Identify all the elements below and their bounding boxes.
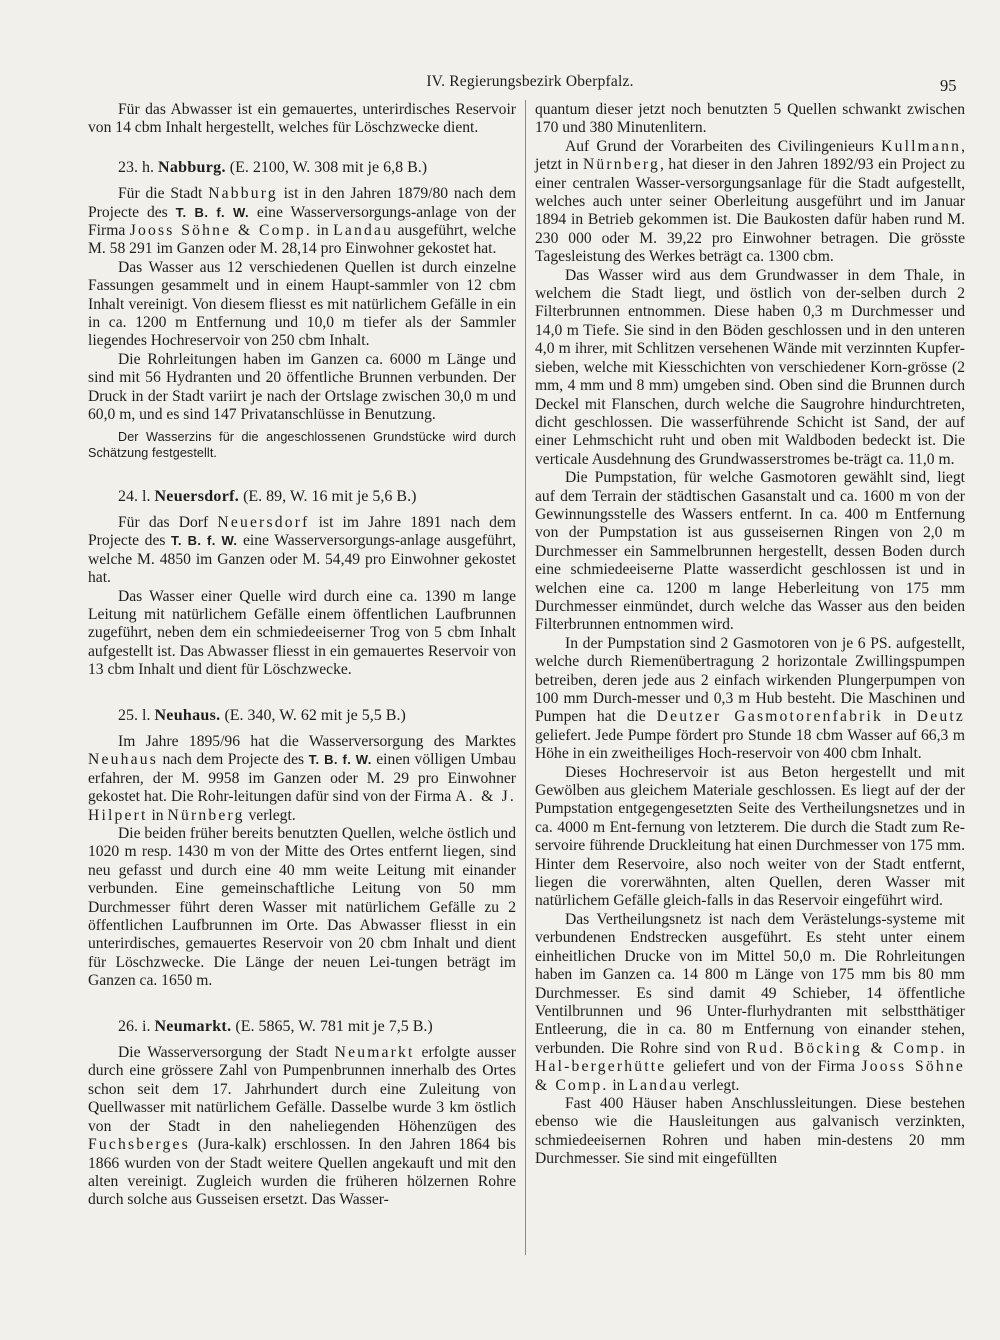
paragraph-intro: Für das Abwasser ist ein gemauertes, unterirdisches Reservoir von 14 cbm Inhalt hergestellt, welches für Löschzwecke dient. xyxy=(88,101,516,137)
paragraph-neumarkt-1: Die Wasserversorgung der Stadt Neumarkt erfolgte ausser durch eine grössere Zahl von Pumpenbrunnen innerhalb des Ortes schon seit dem 17. Jahrhundert durch eine Zuleitung von Quellwasser mit natürlichem Gefälle. Dasselbe wurde 3 km östlich von der Stadt in den naheliegenden Höhenzügen des Fuchsberges (Jura-kalk) erschlossen. In den Jahren 1864 bis 1866 wurden von der Stadt weitere Quellen angekauft und mit den alten vereinigt. Zugleich wurden die früheren hölzernen Rohre durch solche aus Gusseisen ersetzt. Das Wasser- xyxy=(88,1044,516,1209)
place-name: Neuhaus. xyxy=(154,706,221,724)
section-stats: (E. 340, W. 62 mit je 5,5 B.) xyxy=(224,706,406,724)
spaced-name: Jooss Söhne & Comp. xyxy=(535,1058,965,1094)
section-stats: (E. 2100, W. 308 mit je 6,8 B.) xyxy=(229,158,428,176)
spaced-name: Landau xyxy=(628,1076,689,1094)
spaced-name: Nabburg xyxy=(208,185,278,203)
running-title: IV. Regierungsbezirk Oberpfalz. xyxy=(426,73,634,90)
section-heading-neuersdorf xyxy=(88,488,516,506)
paragraph-right-4: In der Pumpstation sind 2 Gasmotoren von je 6 PS. aufgestellt, welche durch Riemenübertragung 2 horizontale Zwillingspumpen betreiben, deren jede aus 2 einfach wirkenden Plungerpumpen von 100 mm Durch-messer und 0,3 m Hub besteht. Die Maschinen und Pumpen hat die Deutzer Gasmotorenfabrik in Deutz geliefert. Jede Pumpe fördert pro Stunde 18 cbm Wasser auf 66,3 m Höhe in ein zweitheiliges Hoch-reservoir von 400 cbm Inhalt. xyxy=(535,634,965,763)
spaced-name: Neuhaus xyxy=(88,751,158,769)
section-number: 26. i. xyxy=(118,1017,151,1035)
place-name: Neuersdorf. xyxy=(154,487,240,505)
left-column xyxy=(88,101,516,1210)
spaced-name: Rud. Böcking & Comp. xyxy=(746,1039,947,1057)
column-rule xyxy=(525,100,526,1255)
section-stats: (E. 89, W. 16 mit je 5,6 B.) xyxy=(243,487,417,505)
paragraph-neuersdorf-2: Das Wasser einer Quelle wird durch eine ca. 1390 m lange Leitung mit natürlichem Gefälle einem öffentlichen Laufbrunnen zugeführt, neben dem ein schmiedeeiserner Trog von 5 cbm Inhalt aufgestellt ist. Das Abwasser fliesst in ein gemauertes Reservoir von 13 cbm Inhalt und dient für Löschzwecke. xyxy=(88,587,516,679)
place-name: Neumarkt. xyxy=(154,1017,232,1035)
section-stats: (E. 5865, W. 781 mit je 7,5 B.) xyxy=(235,1017,433,1035)
spaced-name: Kullmann xyxy=(881,137,962,155)
spaced-name: Nürnberg xyxy=(167,806,245,824)
page-number: 95 xyxy=(940,76,957,95)
paragraph-nabburg-2: Das Wasser aus 12 verschiedenen Quellen ist durch einzelne Fassungen gesammelt und in einem Haupt-sammler von 12 cbm Inhalt vereinigt. Von diesem fliesst es mit natürlichem Gefälle in ein in ca. 1200 m Entfernung und 10,0 m tiefer als der Sammler liegendes Hochreservoir von 250 cbm Inhalt. xyxy=(88,258,516,350)
paragraph-nabburg-3: Die Rohrleitungen haben im Ganzen ca. 6000 m Länge und sind mit 56 Hydranten und 20 öffentliche Brunnen verbunden. Der Druck in der Stadt variirt je nach der Ortslage zwischen 30,0 m und 60,0 m, und es sind 147 Privatanschlüsse in Benutzung. xyxy=(88,350,516,424)
spaced-name: Deutz xyxy=(916,708,965,726)
abbreviation: T. B. f. W. xyxy=(175,204,250,220)
spaced-name: Hal-bergerhütte xyxy=(535,1058,667,1076)
spaced-name: Jooss Söhne & Comp. xyxy=(129,222,313,240)
spaced-name: Fuchsberges xyxy=(88,1136,190,1154)
spaced-name: A. & J. Hilpert xyxy=(88,788,517,824)
paragraph-right-3: Die Pumpstation, für welche Gasmotoren gewählt sind, liegt auf dem Terrain der städtischen Gasanstalt und ca. 1600 m von der Gewinnungsstelle des Wassers entfernt. In ca. 400 m Entfernung von der Pumpstation ist aus gusseisernen Ringen von 2,0 m Durchmesser ein Sammelbrunnen hergestellt, dessen Boden durch eine schmiedeeiserne Platte wasserdicht geschlossen ist und in welchen eine ca. 1200 m lange Heberleitung von 175 mm Durchmesser einmündet, durch welche das Wasser aus den beiden Filterbrunnen entnommen wird. xyxy=(535,469,965,634)
running-head xyxy=(0,73,1000,97)
section-heading-nabburg xyxy=(88,159,516,177)
footnote-nabburg: Der Wasserzins für die angeschlossenen Grundstücke wird durch Schätzung festgestellt. xyxy=(88,429,516,460)
paragraph-right-7: Fast 400 Häuser haben Anschlussleitungen. Diese bestehen ebenso wie die Hausleitungen aus galvanisch verzinkten, schmiedeeisernen Rohren und haben min-destens 20 mm Durchmesser. Sie sind mit eingefüllten xyxy=(535,1094,965,1168)
section-heading-neuhaus xyxy=(88,707,516,725)
abbreviation: T. B. f. W. xyxy=(308,752,372,768)
abbreviation: T. B. f. W. xyxy=(171,533,238,549)
spaced-name: Nürnberg xyxy=(582,156,661,174)
paragraph-nabburg-1: Für die Stadt Nabburg ist in den Jahren 1879/80 nach dem Projecte des T. B. f. W. eine Wasserversorgungs-anlage von der Firma Jooss Söhne & Comp. in Landau ausgeführt, welche M. 58 291 im Ganzen oder M. 28,14 pro Einwohner gekostet hat. xyxy=(88,185,516,258)
section-number: 23. h. xyxy=(118,158,154,176)
paragraph-neuhaus-1: Im Jahre 1895/96 hat die Wasserversorgung des Marktes Neuhaus nach dem Projecte des T. B. f. W. einen völligen Umbau erfahren, der M. 9958 im Ganzen oder M. 29 pro Einwohner gekostet hat. Die Rohr-leitungen dafür sind von der Firma A. & J. Hilpert in Nürnberg verlegt. xyxy=(88,732,517,824)
spaced-name: Deutzer Gasmotorenfabrik xyxy=(656,708,884,726)
paragraph-continuation: quantum dieser jetzt noch benutzten 5 Quellen schwankt zwischen 170 und 380 Minutenlitern. xyxy=(535,101,965,137)
spaced-name: Landau xyxy=(333,222,394,240)
section-number: 24. l. xyxy=(118,487,151,505)
paragraph-right-1: Auf Grund der Vorarbeiten des Civilingenieurs Kullmann, jetzt in Nürnberg, hat dieser in den Jahren 1892/93 ein Project zu einer centralen Wasser-versorgungsanlage für die Stadt aufgestellt, welches auch unter seiner Oberleitung ausgeführt und im Januar 1894 in Betrieb gekommen ist. Die Baukosten dafür haben rund M. 230 000 oder M. 39,22 pro Einwohner betragen. Die grösste Tagesleistung des Werkes beträgt ca. 1300 cbm. xyxy=(535,137,965,266)
spaced-name: Neumarkt xyxy=(334,1044,415,1062)
paragraph-neuersdorf-1: Für das Dorf Neuersdorf ist im Jahre 1891 nach dem Projecte des T. B. f. W. eine Wasserversorgungs-anlage ausgeführt, welche M. 4850 im Ganzen oder M. 54,49 pro Einwohner gekostet hat. xyxy=(88,513,516,587)
place-name: Nabburg. xyxy=(158,158,226,176)
paragraph-right-6: Das Vertheilungsnetz ist nach dem Verästelungs-systeme mit verbundenen Endstrecken ausgeführt. Es steht unter einem einheitlichen Drucke von im Mittel 50,0 m. Die Rohrleitungen haben im Ganzen ca. 14 800 m Länge von 175 mm bis 80 mm Durchmesser. Es sind damit 49 Schieber, 14 öffentliche Ventilbrunnen und 96 Unter-flurhydranten mit selbstthätiger Entleerung, die in ca. 80 m Entfernung von einander stehen, verbunden. Die Rohre sind von Rud. Böcking & Comp. in Hal-bergerhütte geliefert und von der Firma Jooss Söhne & Comp. in Landau verlegt. xyxy=(535,910,965,1094)
paragraph-right-5: Dieses Hochreservoir ist aus Beton hergestellt und mit Gewölben aus gleichem Materiale geschlossen. Es liegt auf der der Pumpstation entgegengesetzten Seite des Vertheilungsnetzes und in ca. 4000 m Ent-fernung von letzterem. Die durch die Stadt zum Re-servoire führende Druckleitung hat einen Durchmesser von 175 mm. Hinter dem Reservoire, also noch weiter von der Stadt entfernt, liegen die vorerwähnten, alten Quellen, deren Wasser mit natürlichem Gefälle gleich-falls in das Reservoir eingeführt wird. xyxy=(535,763,965,910)
right-column xyxy=(535,101,965,1169)
paragraph-neuhaus-2: Die beiden früher bereits benutzten Quellen, welche östlich und 1020 m resp. 1430 m von der Mitte des Ortes entfernt liegen, sind neu gefasst und durch eine 40 mm weite Leitung mit einander verbunden. Eine gemeinschaftliche Leitung von 50 mm Durchmesser führt deren Wasser mit natürlichem Gefälle zu 2 öffentlichen Laufbrunnen im Orte. Das Abwasser fliesst in ein unterirdisches, gemauertes Reservoir von 20 cbm Inhalt und dient für Löschzwecke. Die Länge der neuen Lei-tungen beträgt im Ganzen ca. 1650 m. xyxy=(88,825,516,990)
section-number: 25. l. xyxy=(118,706,151,724)
spaced-name: Neuersdorf xyxy=(217,513,310,531)
paragraph-right-2: Das Wasser wird aus dem Grundwasser in dem Thale, in welchem die Stadt liegt, und östlich von der-selben durch 2 Filterbrunnen entnommen. Diese haben 0,3 m Durchmesser und 14,0 m Tiefe. Sie sind in den Böden geschlossen und in den unteren 4,0 m ihrer, mit Schlitzen versehenen Wände mit verzinnten Kupfer-sieben, welche mit Kiesschichten von verschiedener Korn-grösse (2 mm, 4 mm und 8 mm) umgeben sind. Oben sind die Brunnen durch Deckel mit Flanschen, durch welche die Saugrohre hindurchtreten, dicht geschlossen. Die wasserführende Schicht ist Sand, der auf einer Lehmschicht ruht und oben mit Waldboden bedeckt ist. Die verticale Ausdehnung des Grundwasserstromes be-trägt ca. 11,0 m. xyxy=(535,266,965,468)
section-heading-neumarkt xyxy=(88,1018,516,1036)
